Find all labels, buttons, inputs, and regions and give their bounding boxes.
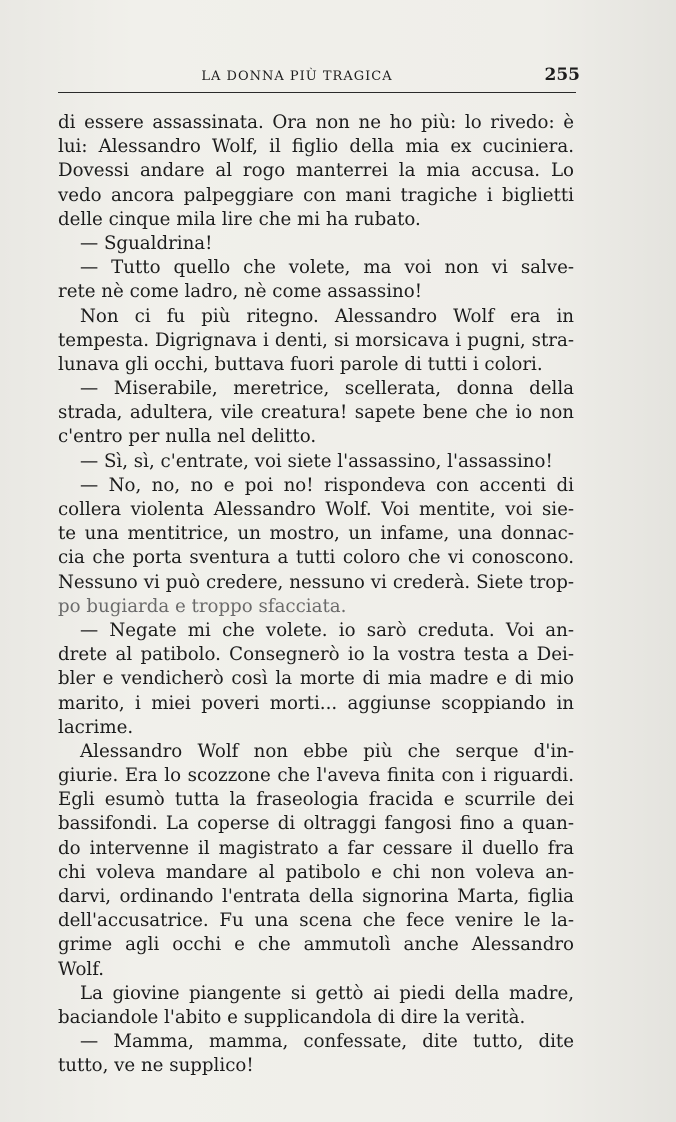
text-line: chi voleva mandare al patibolo e chi non voleva an- [58,861,574,883]
text-line: Wolf. [58,958,105,980]
text-line: vedo ancora palpeggiare con mani tragiche i biglietti [58,184,574,206]
text-line: dell'accusatrice. Fu una scena che fece venire le la- [58,910,574,932]
text-line: marito, i miei poveri morti... aggiunse scoppiando in [58,692,574,714]
text-line: drete al patibolo. Consegnerò io la vostra testa a Dei- [58,644,574,666]
text-line: giurie. Era lo scozzone che l'aveva finita con i riguardi. [58,765,574,787]
text-line: — Mamma, mamma, confessate, dite tutto, dite [80,1031,574,1053]
text-line: Nessuno vi può credere, nessuno vi crederà. Siete trop- [58,571,574,593]
text-line: — Miserabile, meretrice, scellerata, donna della [80,378,574,400]
text-line: collera violenta Alessandro Wolf. Voi mentite, voi sie- [58,499,574,520]
text-line: — Tutto quello che volete, ma voi non vi salve- [80,257,574,279]
text-line: darvi, ordinando l'entrata della signorina Marta, figlia [58,886,574,907]
text-line: Non ci fu più ritegno. Alessandro Wolf era in [80,305,574,327]
text-line: tempesta. Digrignava i denti, si morsicava i pugni, stra- [58,329,574,351]
text-line: Egli esumò tutta la fraseologia fracida e scurrile dei [58,789,574,811]
text-line: delle cinque mila lire che mi ha rubato. [58,208,421,230]
text-line: Alessandro Wolf non ebbe più che serque d'in- [80,740,574,762]
text-line: lui: Alessandro Wolf, il figlio della mia ex cuciniera. [58,136,574,158]
text-line: — No, no, no e poi no! rispondeva con accenti di [80,474,574,496]
text-line: do intervenne il magistrato a far cessare il duello fra [58,837,574,859]
body-text [58,111,574,1079]
text-line: La giovine piangente si gettò ai piedi della madre, [80,982,574,1004]
text-line: grime agli occhi e che ammutolì anche Alessandro [58,934,574,956]
page-number: 255 [544,65,580,85]
text-line: — Sgualdrina! [80,232,213,254]
text-line: bler e vendicherò così la morte di mia madre e di mio [58,668,574,690]
text-line: baciandole l'abito e supplicandola di dire la verità. [58,1006,526,1028]
text-line: cia che porta sventura a tutti coloro che vi conoscono. [58,547,574,569]
page-header [58,64,580,93]
text-line: strada, adultera, vile creatura! sapete bene che io non [58,402,574,424]
text-line: lacrime. [58,716,134,738]
text-line: te una mentitrice, un mostro, un infame, una donnac- [58,523,574,545]
text-line: c'entro per nulla nel delitto. [58,426,317,448]
text-line: — Negate mi che volete. io sarò creduta. Voi an- [80,619,574,641]
text-line: rete nè come ladro, nè come assassino! [58,281,422,303]
text-line: lunava gli occhi, buttava fuori parole di tutti i colori. [58,353,543,375]
text-line: Dovessi andare al rogo manterrei la mia accusa. Lo [58,160,574,182]
text-line: — Sì, sì, c'entrate, voi siete l'assassino, l'assassino! [80,450,553,472]
text-line: po bugiarda e troppo sfacciata. [58,595,347,617]
text-line: di essere assassinata. Ora non ne ho più: lo rivedo: è [58,112,574,133]
text-line: bassifondi. La coperse di oltraggi fangosi fino a quan- [58,813,574,835]
text-line: tutto, ve ne supplico! [58,1055,254,1077]
running-title: LA DONNA PIÙ TRAGICA [201,69,393,84]
